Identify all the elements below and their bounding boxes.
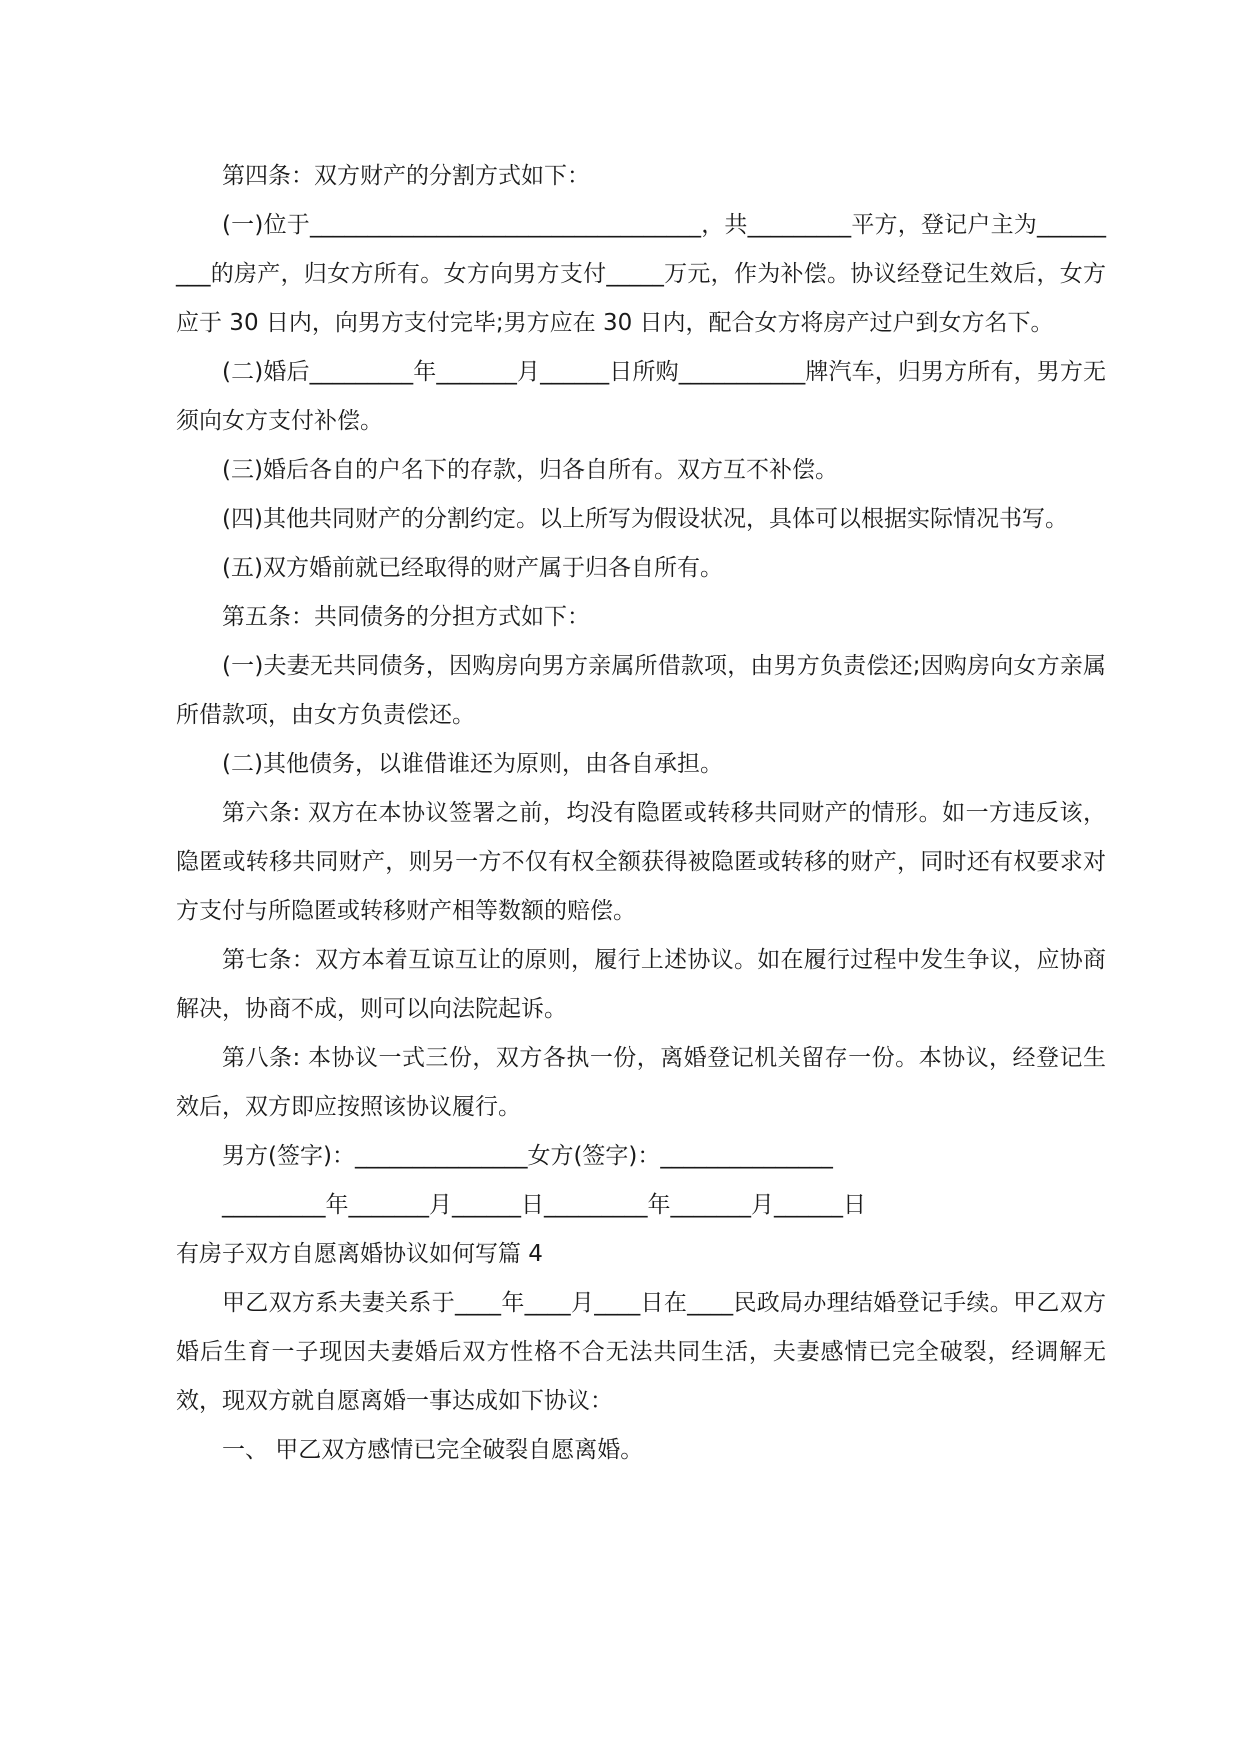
article-6: 第六条: 双方在本协议签署之前，均没有隐匿或转移共同财产的情形。如一方违反该，隐匿或转移共同财产，则另一方不仅有权全额获得被隐匿或转移的财产，同时还有权要求对方支付与所隐匿或转移财产相等数额的赔偿。 [176, 800, 1106, 924]
article-4-heading: 第四条：双方财产的分割方式如下： [222, 163, 590, 189]
article-4-clause-2: (二)婚后_________年_______月______日所购___________牌汽车，归男方所有，男方无须向女方支付补偿。 [176, 359, 1106, 434]
article-8: 第八条: 本协议一式三份，双方各执一份，离婚登记机关留存一份。本协议，经登记生效后，双方即应按照该协议履行。 [176, 1045, 1106, 1120]
article-5-clause-1: (一)夫妻无共同债务，因购房向男方亲属所借款项，由男方负责偿还;因购房向女方亲属所借款项，由女方负责偿还。 [176, 653, 1106, 728]
section-title: 有房子双方自愿离婚协议如何写篇 4 [176, 1241, 543, 1267]
article-7: 第七条：双方本着互谅互让的原则，履行上述协议。如在履行过程中发生争议，应协商解决，协商不成，则可以向法院起诉。 [176, 947, 1106, 1022]
document-body [176, 152, 1106, 1475]
article-4-clause-1: (一)位于__________________________________，共_________平方，登记户主为_________的房产，归女方所有。女方向男方支付_____万元，作为补偿。协议经登记生效后，女方应于 30 日内，向男方支付完毕;男方应在 30 日内，配合女方将房产过户到女方名下。 [176, 212, 1106, 336]
article-5-clause-2: (二)其他债务，以谁借谁还为原则，由各自承担。 [222, 751, 723, 777]
section-intro: 甲乙双方系夫妻关系于____年____月____日在____民政局办理结婚登记手续。甲乙双方婚后生育一子现因夫妻婚后双方性格不合无法共同生活，夫妻感情已完全破裂，经调解无效，现双方就自愿离婚一事达成如下协议： [176, 1290, 1106, 1414]
article-4-clause-5: (五)双方婚前就已经取得的财产属于归各自所有。 [222, 555, 723, 581]
signature-line: 男方(签字)：_______________女方(签字)：_______________ [222, 1143, 833, 1169]
article-4-clause-3: (三)婚后各自的户名下的存款，归各自所有。双方互不补偿。 [222, 457, 838, 483]
article-5-heading: 第五条：共同债务的分担方式如下： [222, 604, 590, 630]
date-line: _________年_______月______日_________年_______月______日 [222, 1192, 866, 1218]
article-4-clause-4: (四)其他共同财产的分割约定。以上所写为假设状况，具体可以根据实际情况书写。 [222, 506, 1068, 532]
section-clause-1: 一、 甲乙双方感情已完全破裂自愿离婚。 [222, 1437, 644, 1463]
